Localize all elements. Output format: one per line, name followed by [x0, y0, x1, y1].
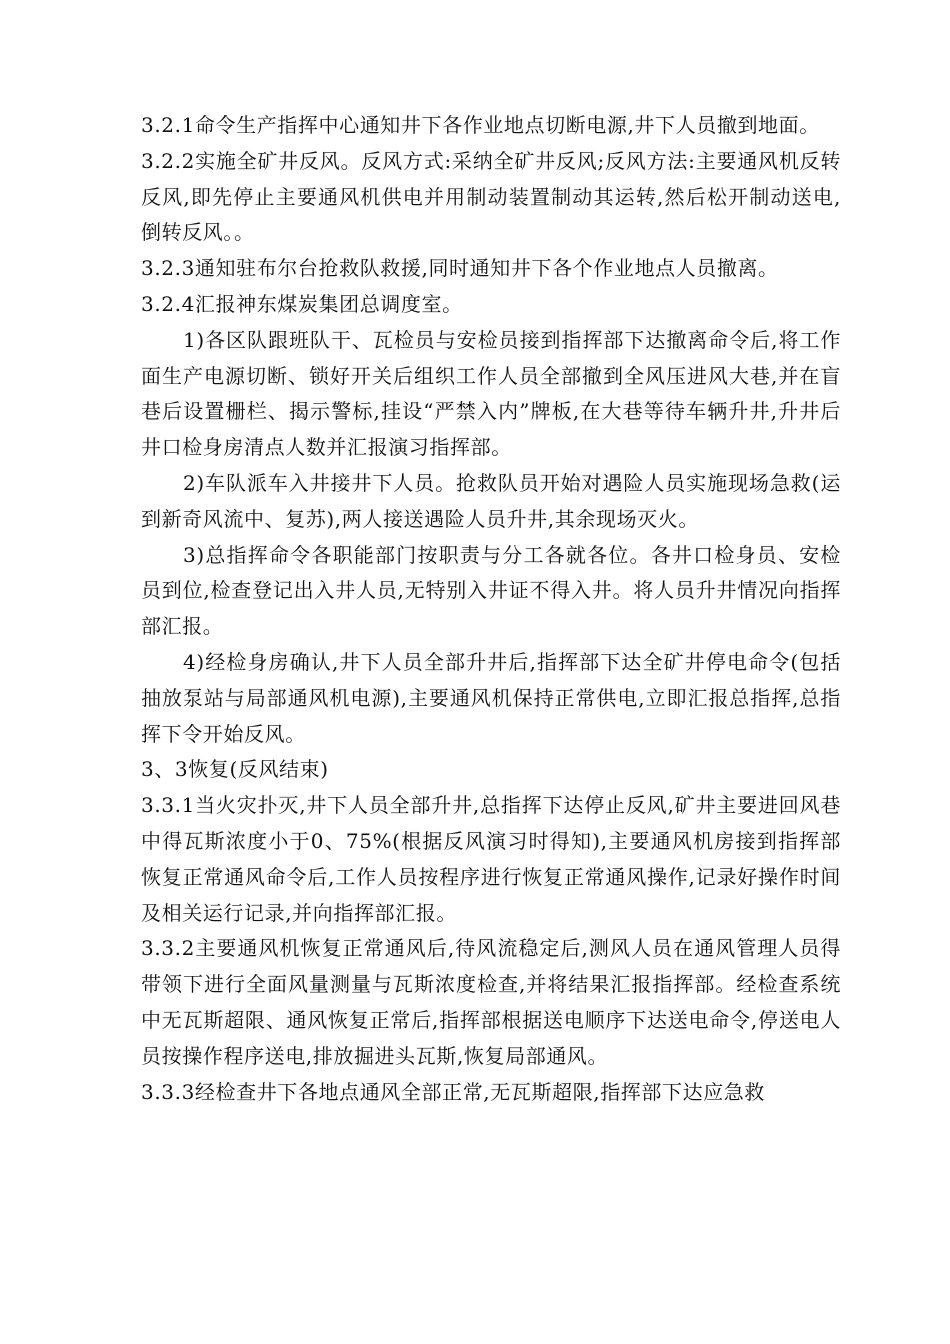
section-heading-3-3: 3、3恢复(反风结束) — [141, 757, 329, 782]
list-item-4: 4)经检身房确认,井下人员全部升井后,指挥部下达全矿井停电命令(包括抽放泵站与局部通风机电源),主要通风机保持正常供电,立即汇报总指挥,总指挥下令开始反风。 — [141, 649, 841, 746]
paragraph-3-2-4: 3.2.4汇报神东煤炭集团总调度室。 — [141, 291, 463, 316]
paragraph-3-2-1: 3.2.1命令生产指挥中心通知井下各作业地点切断电源,井下人员撤到地面。 — [141, 113, 820, 137]
paragraph-3-3-2: 3.3.2主要通风机恢复正常通风后,待风流稳定后,测风人员在通风管理人员得带领下进行全面风量测量与瓦斯浓度检查,并将结果汇报指挥部。经检查系统中无瓦斯超限、通风恢复正常后,指挥部根据送电顺序下达送电命令,停送电人员按操作程序送电,排放掘进头瓦斯,恢复局部通风。 — [141, 936, 841, 1068]
list-item-3: 3)总指挥命令各职能部门按职责与分工各就各位。各井口检身员、安检员到位,检查登记出入井人员,无特别入井证不得入井。将人员升井情况向指挥部汇报。 — [141, 542, 841, 639]
paragraph-3-3-1: 3.3.1当火灾扑灭,井下人员全部升井,总指挥下达停止反风,矿井主要进回风巷中得瓦斯浓度小于0、75%(根据反风演习时得知),主要通风机房接到指挥部恢复正常通风命令后,工作人员按程序进行恢复正常通风操作,记录好操作时间及相关运行记录,并向指挥部汇报。 — [141, 793, 841, 925]
paragraph-3-2-3: 3.2.3通知驻布尔台抢救队救援,同时通知井下各个作业地点人员撤离。 — [141, 256, 779, 281]
list-item-1: 1)各区队跟班队干、瓦检员与安检员接到指挥部下达撤离命令后,将工作面生产电源切断、锁好开关后组织工作人员全部撤到全风压进风大巷,并在盲巷后设置栅栏、揭示警标,挂设“严禁入内”牌板,在大巷等待车辆升井,升井后井口检身房清点人数并汇报演习指挥部。 — [141, 327, 841, 460]
list-item-2: 2)车队派车入井接井下人员。抢救队员开始对遇险人员实施现场急救(运到新奇风流中、复苏),两人接送遇险人员升井,其余现场灭火。 — [141, 470, 841, 531]
document-page — [141, 108, 841, 1110]
paragraph-3-3-3: 3.3.3经检查井下各地点通风全部正常,无瓦斯超限,指挥部下达应急救 — [141, 1079, 766, 1104]
paragraph-3-2-2: 3.2.2实施全矿井反风。反风方式:采纳全矿井反风;反风方法:主要通风机反转反风,即先停止主要通风机供电并用制动装置制动其运转,然后松开制动送电,倒转反风。。 — [141, 148, 841, 245]
